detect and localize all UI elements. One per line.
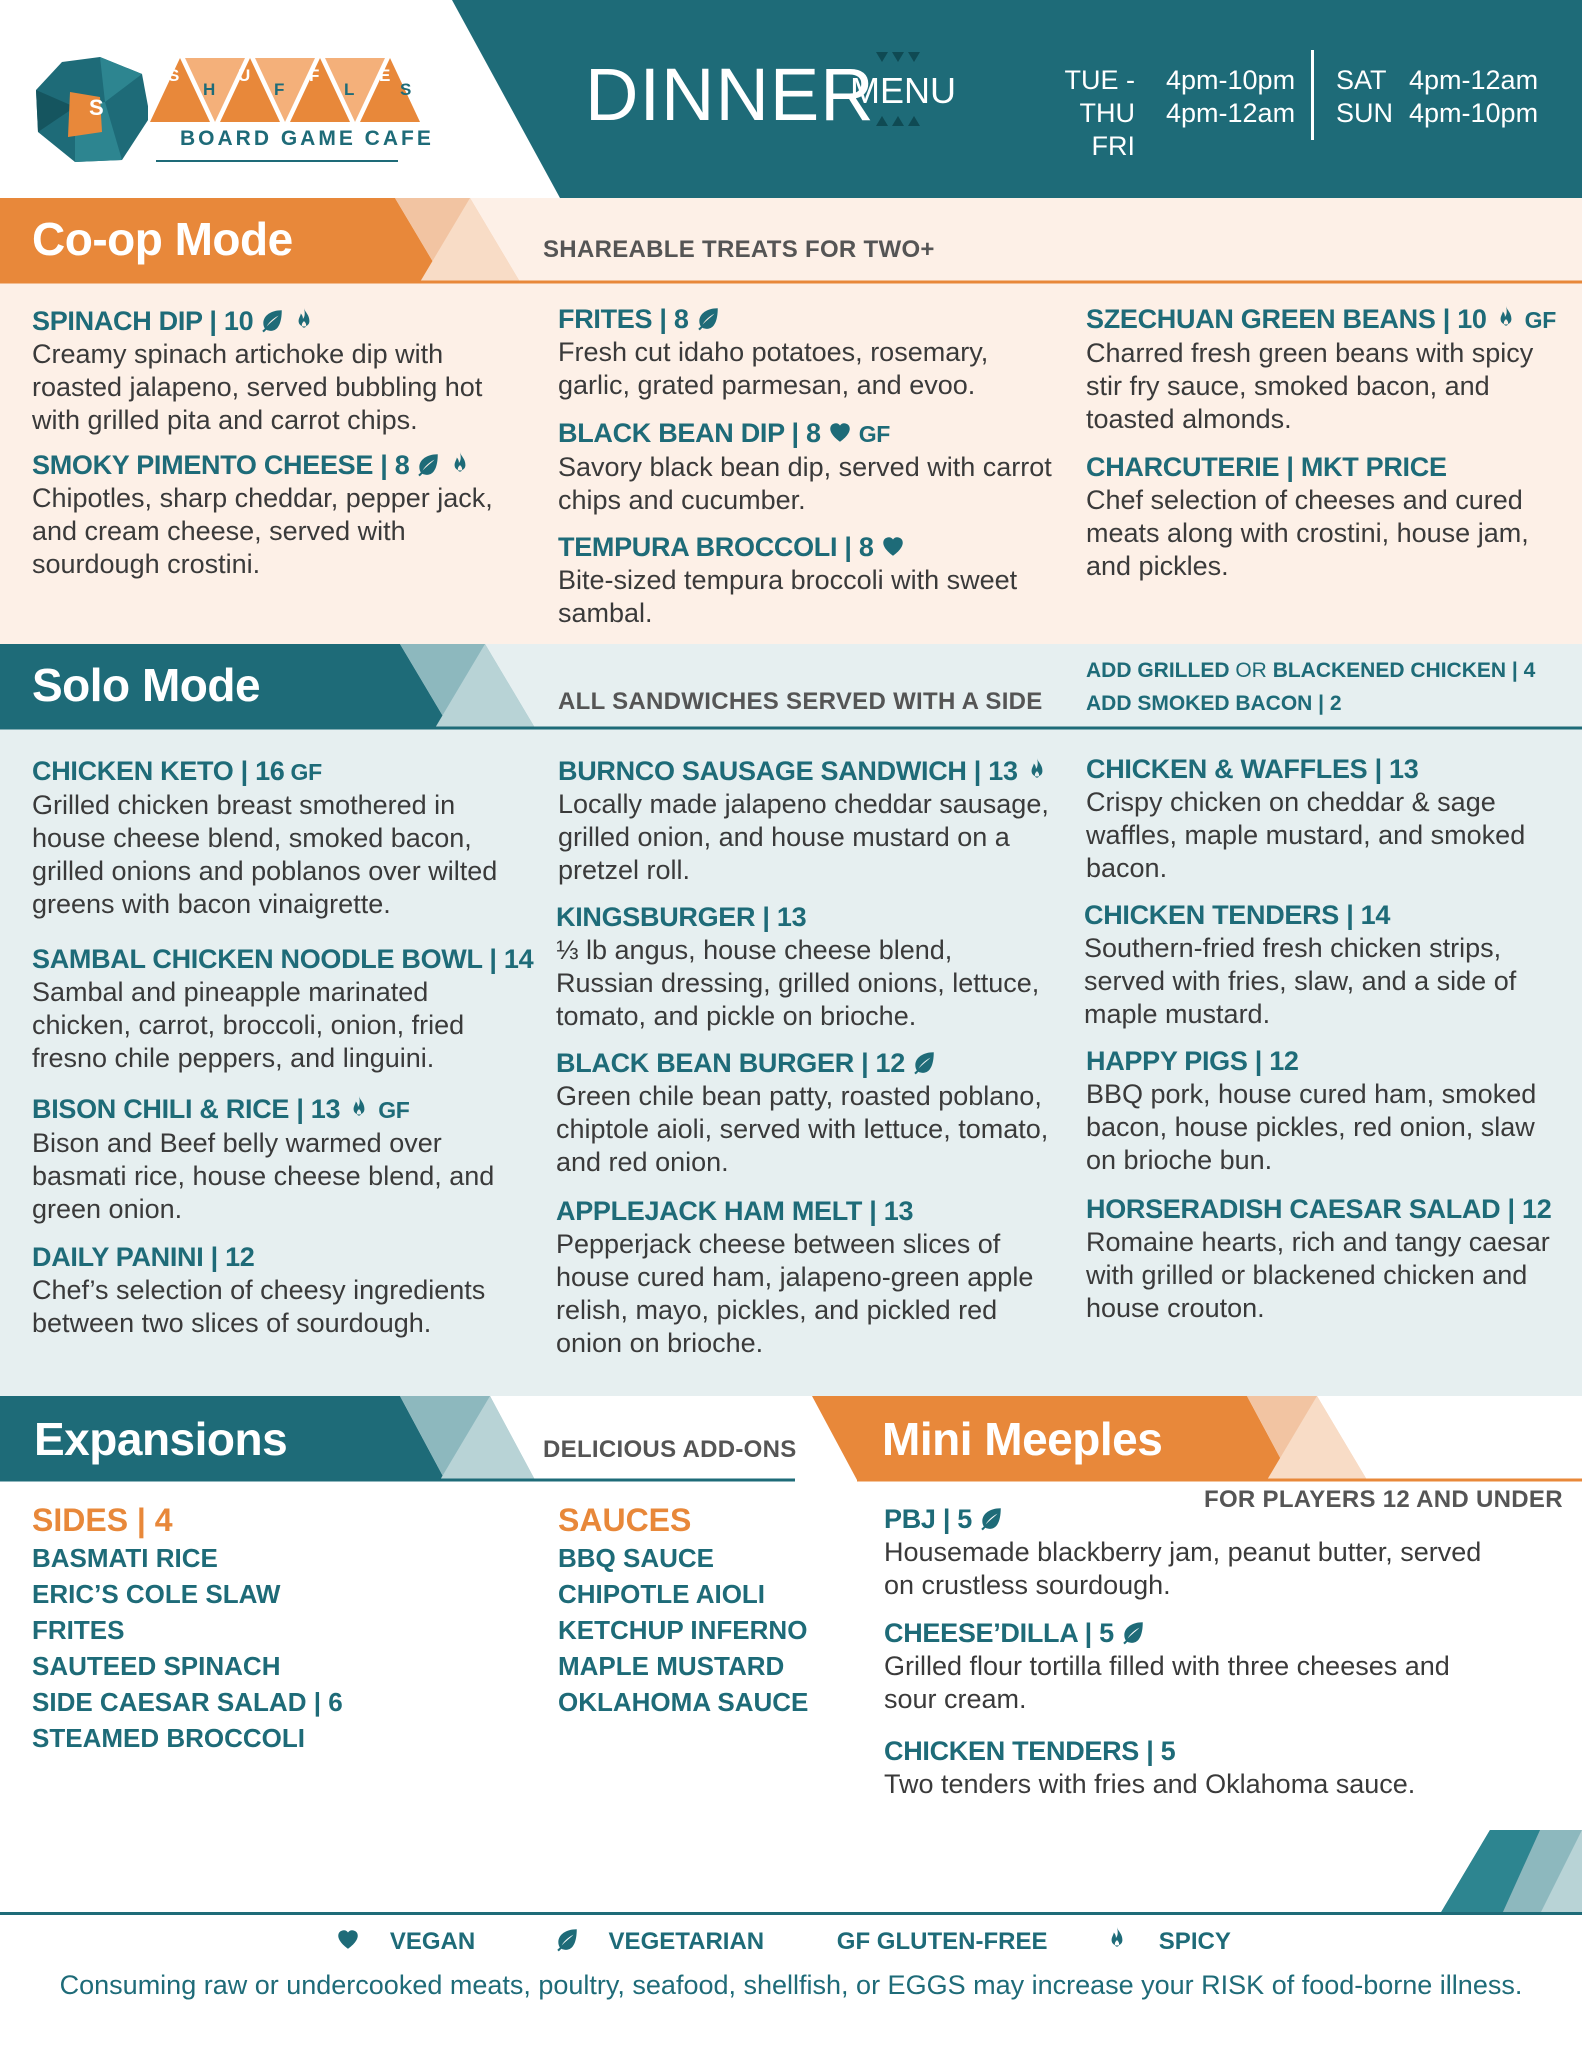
list-item: SAUTEED SPINACH xyxy=(32,1651,281,1681)
coop-subtitle: SHAREABLE TREATS FOR TWO+ xyxy=(543,236,935,263)
item-description: Fresh cut idaho potatoes, rosemary, garlic, grated parmesan, and evoo. xyxy=(558,337,989,400)
down-triangles-icon xyxy=(876,52,920,66)
vegan-icon xyxy=(880,533,906,559)
legend-label: VEGAN xyxy=(389,1928,476,1955)
item-name: CHICKEN TENDERS | 14 xyxy=(1084,900,1391,930)
item-name: HORSERADISH CAESAR SALAD | 12 xyxy=(1086,1194,1552,1224)
item-name: TEMPURA BROCCOLI | 8 xyxy=(558,532,874,562)
spicy-icon xyxy=(447,451,473,477)
item-description: Pepperjack cheese between slices of house cured ham, jalapeno-green apple relish, mayo, pickles, and pickled red onion on brioche. xyxy=(556,1229,1034,1358)
flame-icon xyxy=(1104,1926,1130,1952)
list-item: STEAMED BROCCOLI xyxy=(32,1723,305,1753)
logo-letter: S xyxy=(400,80,412,99)
item-description: Grilled chicken breast smothered in house cheese blend, smoked bacon, grilled onions and poblanos over wilted greens with bacon vinaigrette. xyxy=(32,790,498,919)
logo-subtitle: BOARD GAME CAFE xyxy=(180,127,434,150)
item-description: BBQ pork, house cured ham, smoked bacon, house pickles, red onion, slaw on brioche bun. xyxy=(1086,1079,1537,1175)
logo-letter: F xyxy=(274,80,285,99)
menu-item xyxy=(1086,1044,1566,1177)
item-name: KINGSBURGER | 13 xyxy=(556,902,807,932)
gluten-free-badge: GF xyxy=(1524,307,1556,333)
page-title: DINNER xyxy=(585,53,875,136)
item-name: CHEESE’DILLA | 5 xyxy=(884,1618,1114,1648)
item-description: Bison and Beef belly warmed over basmati rice, house cheese blend, and green onion. xyxy=(32,1128,495,1224)
gluten-free-badge: GF xyxy=(378,1097,410,1123)
legend-row xyxy=(0,1926,1582,1956)
solo-subtitle: ALL SANDWICHES SERVED WITH A SIDE xyxy=(558,688,1043,715)
menu-item xyxy=(1084,898,1564,1031)
menu-item xyxy=(884,1616,1504,1716)
hours-days: TUE - THU xyxy=(1064,65,1135,128)
list-item: BASMATI RICE xyxy=(32,1543,218,1573)
corner-decoration xyxy=(1440,1830,1582,1914)
item-name: CHICKEN TENDERS | 5 xyxy=(884,1736,1176,1766)
hours-days: SAT xyxy=(1336,65,1387,95)
legend-vegan xyxy=(329,1928,497,1955)
vegetarian-icon xyxy=(415,451,441,477)
menu-item xyxy=(32,304,532,437)
menu-item xyxy=(884,1502,1504,1602)
item-name: CHICKEN & WAFFLES | 13 xyxy=(1086,754,1419,784)
logo-letter: F xyxy=(309,66,320,85)
logo-divider xyxy=(156,160,398,162)
vegetarian-icon xyxy=(911,1049,937,1075)
list-item: MAPLE MUSTARD xyxy=(558,1651,785,1681)
gluten-free-badge: GF xyxy=(290,759,322,785)
menu-item xyxy=(558,530,1058,630)
item-description: Locally made jalapeno cheddar sausage, grilled onion, and house mustard on a pretzel roll. xyxy=(558,789,1049,885)
menu-item xyxy=(558,416,1058,517)
list-item: KETCHUP INFERNO xyxy=(558,1615,808,1645)
header xyxy=(0,0,1582,198)
hours-days-col2 xyxy=(1336,64,1393,130)
leaf-icon xyxy=(554,1926,580,1952)
menu-item xyxy=(558,302,1058,402)
list-item: FRITES xyxy=(32,1615,125,1645)
menu-item xyxy=(32,1092,532,1226)
item-name: BISON CHILI & RICE | 13 xyxy=(32,1094,341,1124)
legend-spicy xyxy=(1098,1928,1253,1955)
hours-divider xyxy=(1311,50,1314,140)
legend-vegetarian xyxy=(548,1928,786,1955)
expansions-subtitle: DELICIOUS ADD-ONS xyxy=(543,1436,797,1463)
logo-letter: S xyxy=(168,66,180,85)
item-name: CHICKEN KETO | 16 xyxy=(32,756,285,786)
item-name: PBJ | 5 xyxy=(884,1504,972,1534)
menu-item xyxy=(32,942,532,1075)
item-description: Bite-sized tempura broccoli with sweet sambal. xyxy=(558,565,1018,628)
item-name: HAPPY PIGS | 12 xyxy=(1086,1046,1299,1076)
list-item: BBQ SAUCE xyxy=(558,1543,715,1573)
vegetarian-icon xyxy=(259,307,285,333)
food-safety-disclaimer: Consuming raw or undercooked meats, poultry, seafood, shellfish, or EGGS may increase your RISK of food-borne illness. xyxy=(59,1970,1523,2000)
sides-list xyxy=(32,1500,343,1756)
legend-gluten-free: GF GLUTEN-FREE xyxy=(836,1928,1048,1955)
menu-item xyxy=(884,1734,1504,1801)
item-name: APPLEJACK HAM MELT | 13 xyxy=(556,1196,914,1226)
addon-chicken xyxy=(1086,654,1535,687)
menu-item xyxy=(1086,450,1566,583)
mini-meeples-title: Mini Meeples xyxy=(882,1413,1163,1465)
list-item: ERIC’S COLE SLAW xyxy=(32,1579,281,1609)
coop-title: Co-op Mode xyxy=(32,213,293,265)
menu-item xyxy=(32,754,532,921)
up-triangles-icon xyxy=(876,114,920,128)
hours-days: SUN xyxy=(1336,98,1394,128)
item-description: ⅓ lb angus, house cheese blend, Russian dressing, grilled onions, lettuce, tomato, and pickle on brioche. xyxy=(556,935,1040,1031)
item-name: SPINACH DIP | 10 xyxy=(32,306,254,336)
hours-times-col1 xyxy=(1166,64,1295,130)
item-name: DAILY PANINI | 12 xyxy=(32,1242,255,1272)
logo-s-letter: S xyxy=(89,95,104,120)
item-description: Crispy chicken on cheddar & sage waffles, maple mustard, and smoked bacon. xyxy=(1086,787,1526,883)
hours-time: 4pm-12am xyxy=(1166,98,1296,128)
sides-title: SIDES | 4 xyxy=(32,1502,173,1538)
legend-label: VEGETARIAN xyxy=(608,1928,765,1955)
hours-times-col2 xyxy=(1409,64,1538,130)
item-description: Two tenders with fries and Oklahoma sauce. xyxy=(884,1769,1416,1799)
logo-letter: L xyxy=(344,80,355,99)
mini-meeples-subtitle: FOR PLAYERS 12 AND UNDER xyxy=(1204,1486,1563,1513)
item-description: Charred fresh green beans with spicy stir fry sauce, smoked bacon, and toasted almonds. xyxy=(1086,338,1534,434)
addon-bacon: ADD SMOKED BACON | 2 xyxy=(1086,692,1342,715)
list-item: OKLAHOMA SAUCE xyxy=(558,1687,809,1717)
vegan-icon xyxy=(827,419,853,445)
item-description: Chipotles, sharp cheddar, pepper jack, and cream cheese, served with sourdough crostini. xyxy=(32,483,493,579)
item-name: CHARCUTERIE | MKT PRICE xyxy=(1086,452,1447,482)
menu-item xyxy=(32,1240,532,1340)
legend-label: SPICY xyxy=(1158,1928,1231,1955)
vegetarian-icon xyxy=(1120,1619,1146,1645)
hours-time: 4pm-10pm xyxy=(1409,98,1539,128)
list-item: CHIPOTLE AIOLI xyxy=(558,1579,766,1609)
menu-item xyxy=(556,900,1056,1033)
logo-letter: E xyxy=(379,66,391,85)
heart-icon xyxy=(335,1926,361,1952)
item-name: SMOKY PIMENTO CHEESE | 8 xyxy=(32,450,410,480)
vegetarian-icon xyxy=(978,1505,1004,1531)
logo-letter: U xyxy=(238,66,251,85)
item-description: Chef’s selection of cheesy ingredients between two slices of sourdough. xyxy=(32,1275,486,1338)
item-description: Housemade blackberry jam, peanut butter, served on crustless sourdough. xyxy=(884,1537,1482,1600)
spicy-icon xyxy=(1493,305,1519,331)
item-name: SZECHUAN GREEN BEANS | 10 xyxy=(1086,304,1487,334)
hours-days: FRI xyxy=(1091,131,1135,161)
addon-or: OR xyxy=(1235,659,1267,682)
item-name: BLACK BEAN DIP | 8 xyxy=(558,418,821,448)
item-name: BLACK BEAN BURGER | 12 xyxy=(556,1048,905,1078)
list-item: SIDE CAESAR SALAD | 6 xyxy=(32,1687,343,1717)
item-description: Creamy spinach artichoke dip with roasted jalapeno, served bubbling hot with grilled pita and carrot chips. xyxy=(32,339,483,435)
addon-text: ADD GRILLED xyxy=(1086,659,1230,682)
menu-item xyxy=(32,448,532,581)
item-description: Green chile bean patty, roasted poblano, chiptole aioli, served with lettuce, tomato, and red onion. xyxy=(556,1081,1049,1177)
menu-item xyxy=(556,1194,1056,1360)
item-description: Chef selection of cheeses and cured meats along with crostini, house jam, and pickles. xyxy=(1086,485,1529,581)
page-title-suffix: MENU xyxy=(850,70,956,111)
legend xyxy=(0,1912,1582,2048)
sauces-list xyxy=(558,1500,808,1720)
item-description: Sambal and pineapple marinated chicken, carrot, broccoli, onion, fried fresno chile peppers, and linguini. xyxy=(32,977,465,1073)
menu-item xyxy=(556,1046,1056,1179)
menu-item xyxy=(558,754,1058,887)
item-description: Grilled flour tortilla filled with three cheeses and sour cream. xyxy=(884,1651,1450,1714)
item-name: SAMBAL CHICKEN NOODLE BOWL | 14 xyxy=(32,944,534,974)
spicy-icon xyxy=(346,1095,372,1121)
solo-title: Solo Mode xyxy=(32,659,261,711)
menu-item xyxy=(1086,302,1566,436)
item-description: Savory black bean dip, served with carrot chips and cucumber. xyxy=(558,452,1052,515)
item-description: Southern-fried fresh chicken strips, served with fries, slaw, and a side of maple mustard. xyxy=(1084,933,1517,1029)
item-description: Romaine hearts, rich and tangy caesar with grilled or blackened chicken and house crouton. xyxy=(1086,1227,1550,1323)
hours-days-col1 xyxy=(1020,64,1135,163)
hours-time: 4pm-10pm xyxy=(1166,65,1296,95)
hours-time: 4pm-12am xyxy=(1409,65,1539,95)
spicy-icon xyxy=(1024,757,1050,783)
vegetarian-icon xyxy=(695,305,721,331)
gluten-free-badge: GF xyxy=(858,421,891,447)
menu-item xyxy=(1086,1192,1566,1325)
spicy-icon xyxy=(291,307,317,333)
expansions-title: Expansions xyxy=(34,1413,288,1465)
sauces-title: SAUCES xyxy=(558,1502,692,1538)
item-name: BURNCO SAUSAGE SANDWICH | 13 xyxy=(558,756,1018,786)
addon-text: BLACKENED CHICKEN | 4 xyxy=(1272,659,1536,682)
menu-item xyxy=(1086,752,1566,885)
item-name: FRITES | 8 xyxy=(558,304,689,334)
logo-letter: H xyxy=(203,80,216,99)
